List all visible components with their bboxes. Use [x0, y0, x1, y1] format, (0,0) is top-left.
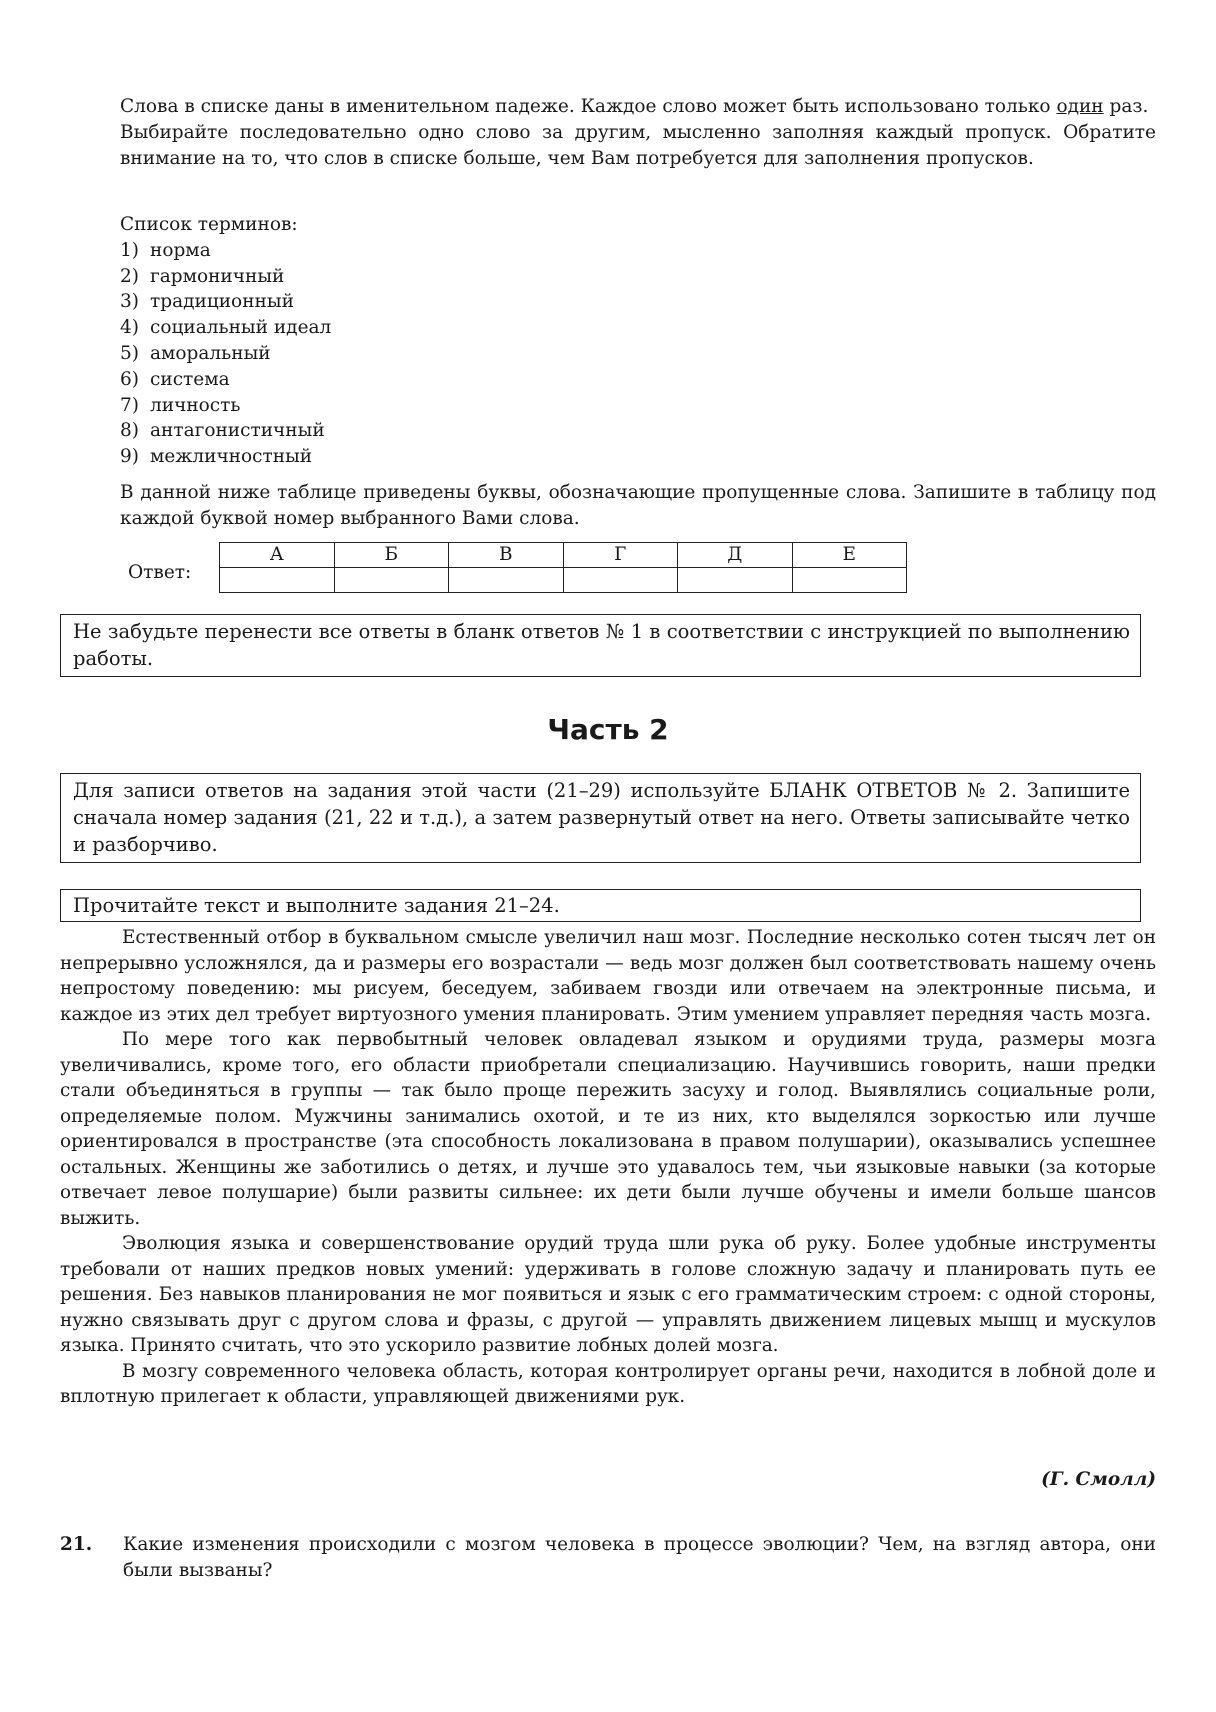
answer-input-cell[interactable] [678, 568, 793, 593]
answer-input-row[interactable] [220, 568, 907, 593]
intro-line-1: Слова в списке даны в именительном падеже. Каждое слово может быть использовано только один раз. [120, 96, 1149, 117]
term-item: 1) норма [120, 239, 211, 261]
term-item: 7) личность [120, 394, 241, 416]
question-21 [60, 1532, 1156, 1584]
answer-table [219, 542, 907, 593]
answer-input-cell[interactable] [792, 568, 907, 593]
answer-letter-cell: Г [563, 543, 678, 568]
term-item: 8) антагонистичный [120, 420, 325, 442]
term-item: 5) аморальный [120, 342, 271, 364]
question-text: Какие изменения происходили с мозгом человека в процессе эволюции? Чем, на взгляд автора, они были вызваны? [123, 1534, 1156, 1581]
term-item: 2) гармоничный [120, 265, 285, 287]
read-instruction: Прочитайте текст и выполните задания 21–24. [60, 889, 1141, 922]
answer-input-cell[interactable] [563, 568, 678, 593]
term-item: 9) межличностный [120, 446, 313, 468]
term-list-heading: Список терминов: [120, 214, 298, 235]
answer-letter-cell: А [220, 543, 335, 568]
term-item: 4) социальный идеал [120, 317, 332, 339]
underlined-word: один [1056, 96, 1104, 117]
answer-input-cell[interactable] [334, 568, 449, 593]
text-paragraph: По мере того как первобытный человек овладевал языком и орудиями труда, размеры мозга увеличивались, кроме того, его области приобретали специализацию. Научившись говорить, наши предки стали объединяться в группы — так было проще пережить засуху и голод. Выявлялись социальные роли, определяемые полом. Мужчины занимались охотой, и те из них, кто выделялся зоркостью или лучше ориентировался в пространстве (эта способность локализована в правом полушарии), оказывались успешнее остальных. Женщины же заботились о детях, и лучше это удавалось тем, чьи языковые навыки (за которые отвечает левое полушарие) были развиты сильнее: их дети были лучше обучены и имели больше шансов выжить. [60, 1029, 1156, 1229]
answer-label: Ответ: [128, 562, 192, 583]
answer-letter-cell: Е [792, 543, 907, 568]
reading-text [60, 925, 1156, 1410]
intro-instructions [120, 94, 1156, 172]
text-paragraph: Естественный отбор в буквальном смысле увеличил наш мозг. Последние несколько сотен тысяч лет он непрерывно усложнялся, да и размеры его возрастали — ведь мозг должен был соответствовать нашему очень непростому поведению: мы рисуем, беседуем, забиваем гвозди или отвечаем на электронные письма, и каждое из этих дел требует виртуозного умения планировать. Этим умением управляет передняя часть мозга. [60, 927, 1156, 1025]
answer-input-cell[interactable] [220, 568, 335, 593]
answer-letter-cell: Б [334, 543, 449, 568]
text-author: (Г. Смолл) [1041, 1469, 1156, 1490]
answer-input-cell[interactable] [449, 568, 564, 593]
text-paragraph: Эволюция языка и совершенствование орудий труда шли рука об руку. Более удобные инструменты требовали от наших предков новых умений: удерживать в голове сложную задачу и планировать путь ее решения. Без навыков планирования не мог появиться и язык с его грамматическим строем: с одной стороны, нужно связывать друг с другом слова и фразы, с другой — управлять движением лицевых мышц и мускулов языка. Принято считать, что это ускорило развитие лобных долей мозга. [60, 1233, 1156, 1356]
term-item: 6) система [120, 368, 230, 390]
intro-line-2: Выбирайте последовательно одно слово за другим, мысленно заполняя каждый пропуск. Обратите внимание на то, что слов в списке больше, чем Вам потребуется для заполнения пропусков. [120, 122, 1156, 169]
reminder-notice: Не забудьте перенести все ответы в бланк ответов № 1 в соответствии с инструкцией по выполнению работы. [60, 614, 1141, 677]
answer-letters-row [220, 543, 907, 568]
text-paragraph: В мозгу современного человека область, которая контролирует органы речи, находится в лобной доле и вплотную прилегает к области, управляющей движениями рук. [60, 1360, 1156, 1407]
answer-letter-cell: Д [678, 543, 793, 568]
term-item: 3) традиционный [120, 291, 294, 313]
question-number: 21. [60, 1534, 93, 1555]
answer-letter-cell: В [449, 543, 564, 568]
part2-instruction: Для записи ответов на задания этой части (21–29) используйте БЛАНК ОТВЕТОВ № 2. Запишите сначала номер задания (21, 22 и т.д.), а затем развернутый ответ на него. Ответы записывайте четко и разборчиво. [60, 773, 1141, 863]
table-instruction: В данной ниже таблице приведены буквы, обозначающие пропущенные слова. Запишите в таблицу под каждой буквой номер выбранного Вами слова. [120, 482, 1156, 529]
term-list [120, 212, 331, 470]
part-title: Часть 2 [547, 713, 669, 746]
